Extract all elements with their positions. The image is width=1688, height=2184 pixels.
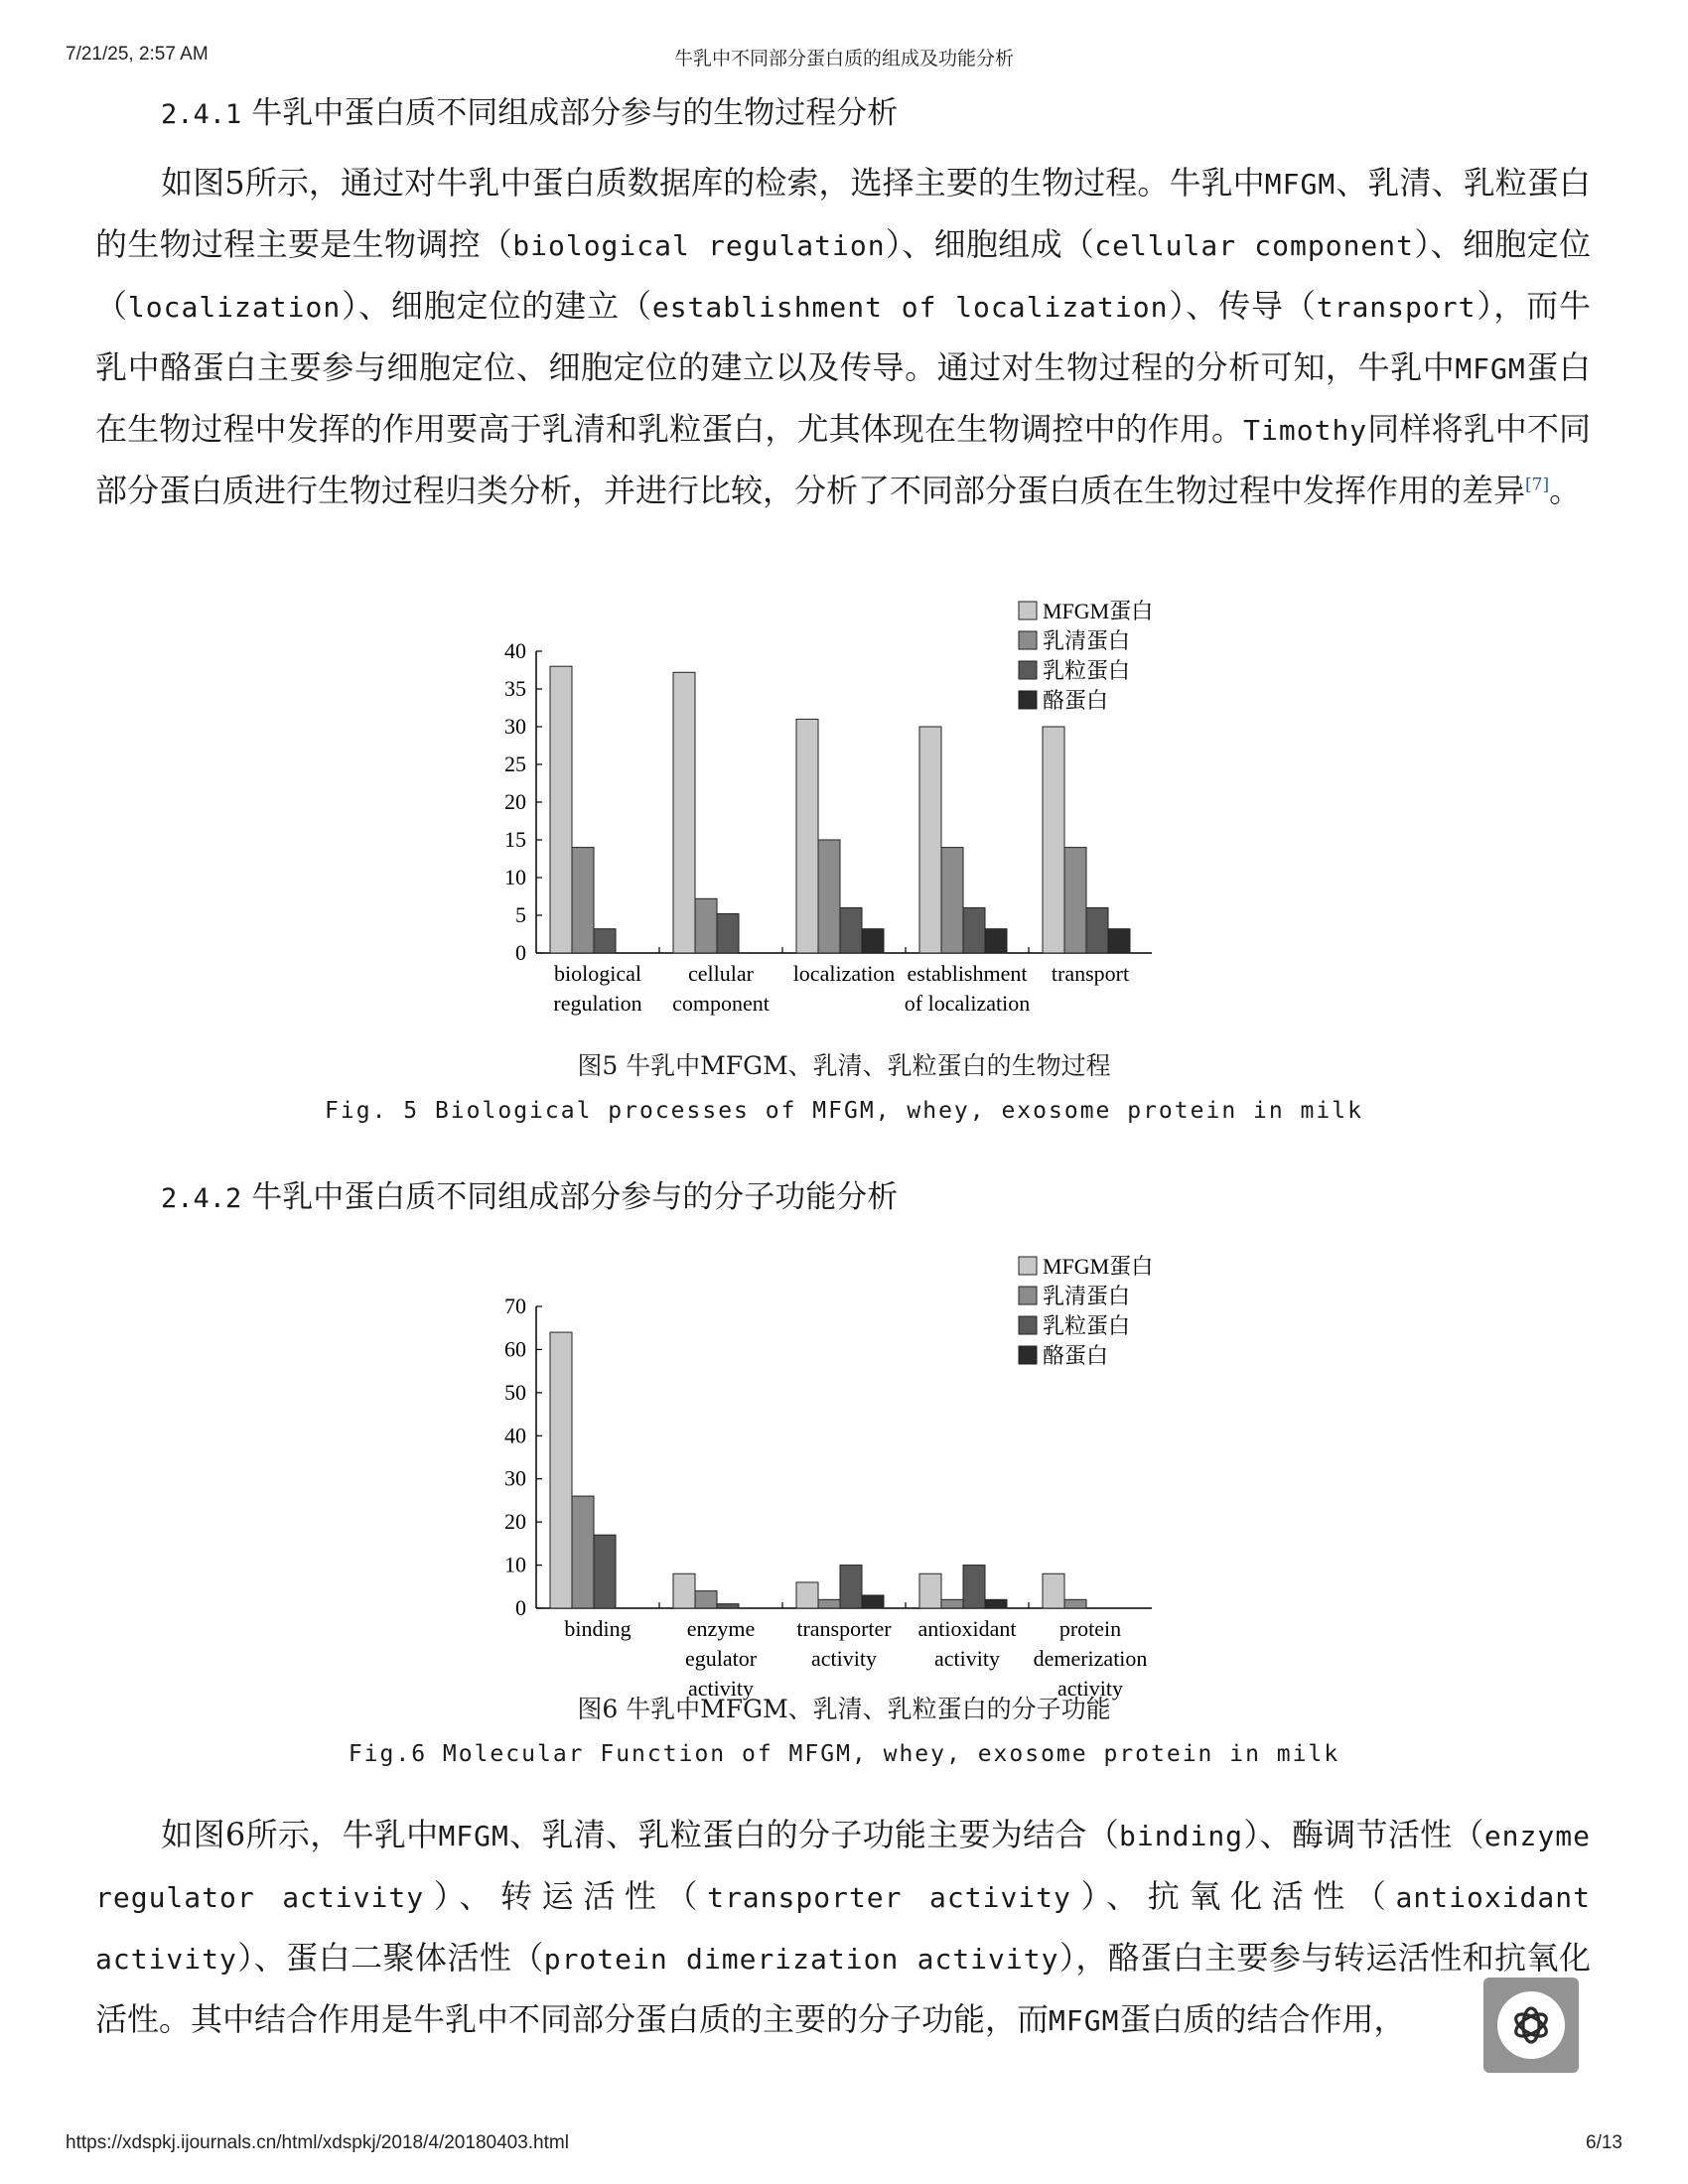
- bar: [1108, 929, 1130, 953]
- y-tick-label: 35: [504, 676, 526, 701]
- x-category-label: biological: [554, 961, 641, 986]
- text-run: ），酪蛋白主要参与转运活性和抗氧化活性。其中结合作用是牛乳中不同部分蛋白质的主要的分子功能，而: [95, 1939, 1591, 2038]
- legend-label: 乳粒蛋白: [1043, 1313, 1131, 1338]
- x-category-label: activity: [688, 1676, 754, 1701]
- bar: [796, 719, 818, 953]
- text-run: enzyme regulator activity: [95, 1820, 1591, 1914]
- y-tick-label: 30: [504, 1465, 526, 1491]
- text-run: ），而牛乳中酪蛋白主要参与细胞定位、细胞定位的建立以及传导。通过对生物过程的分析可知，牛乳中: [95, 287, 1591, 386]
- legend-label: 酪蛋白: [1043, 1343, 1109, 1368]
- legend-swatch: [1019, 1257, 1037, 1275]
- bar: [695, 1591, 717, 1608]
- y-tick-label: 10: [504, 865, 526, 889]
- bar: [941, 1599, 963, 1608]
- y-tick-label: 20: [504, 1509, 526, 1535]
- bar: [862, 1595, 884, 1608]
- bar: [1086, 907, 1108, 953]
- text-run: 同样将乳中不同部分蛋白质进行生物过程归类分析，并进行比较，分析了不同部分蛋白质在生物过程中发挥作用的差异: [95, 410, 1591, 509]
- x-category-label: regulation: [553, 991, 642, 1016]
- bar: [717, 1604, 739, 1608]
- bar: [919, 1573, 941, 1608]
- x-category-label: enzyme: [686, 1616, 756, 1641]
- text-run: Timothy: [1243, 414, 1368, 447]
- section-number: 2.4.1: [161, 99, 242, 130]
- bar: [840, 907, 862, 953]
- y-tick-label: 40: [504, 638, 526, 663]
- bar: [941, 848, 963, 953]
- bar: [673, 672, 695, 953]
- x-category-label: component: [672, 991, 770, 1016]
- print-timestamp: 7/21/25, 2:57 AM: [66, 44, 209, 65]
- text-run: ，: [1373, 2000, 1406, 2038]
- y-tick-label: 10: [504, 1552, 526, 1577]
- x-category-label: cellular: [688, 961, 754, 986]
- x-category-label: activity: [1057, 1676, 1123, 1701]
- text-run: MFGM: [1455, 352, 1526, 385]
- legend-label: 乳粒蛋白: [1043, 658, 1131, 683]
- x-category-label: egulator: [684, 1646, 758, 1671]
- x-category-label: binding: [564, 1616, 632, 1641]
- text-run: cellular component: [1094, 229, 1414, 262]
- legend-swatch: [1019, 691, 1037, 709]
- text-run: ）、传导（: [1168, 287, 1317, 325]
- bar: [1064, 848, 1086, 953]
- y-tick-label: 20: [504, 789, 526, 814]
- x-category-label: localization: [792, 961, 896, 986]
- x-category-label: protein: [1058, 1616, 1122, 1641]
- text-run: ）、细胞定位的建立（: [341, 287, 652, 325]
- bar: [963, 1566, 985, 1608]
- section-number: 2.4.2: [161, 1183, 242, 1214]
- x-category-label: antioxidant: [917, 1616, 1017, 1641]
- figure-5-bar-chart: [477, 592, 1211, 1028]
- reference-link-7[interactable]: [7]: [1525, 475, 1550, 495]
- legend-label: 乳清蛋白: [1043, 628, 1131, 653]
- text-run: localization: [127, 291, 342, 324]
- print-url: https://xdspkj.ijournals.cn/html/xdspkj/2018/4/20180403.html: [66, 2132, 569, 2153]
- text-run: MFGM: [1264, 168, 1336, 201]
- bar: [695, 898, 717, 953]
- section-heading-2-4-2: [161, 1171, 898, 1216]
- text-run: MFGM: [1049, 2004, 1120, 2037]
- y-tick-label: 0: [515, 940, 526, 965]
- assistant-floating-button[interactable]: [1483, 1978, 1579, 2073]
- bar: [840, 1566, 862, 1608]
- bar: [550, 1332, 572, 1608]
- figure-6-caption-en: Fig.6 Molecular Function of MFGM, whey, exosome protein in milk: [348, 1741, 1340, 1767]
- x-category-label: of localization: [904, 991, 1031, 1016]
- legend-label: 乳清蛋白: [1043, 1284, 1131, 1308]
- y-tick-label: 40: [504, 1423, 526, 1448]
- y-tick-label: 70: [504, 1294, 526, 1318]
- text-run: ）、蛋白二聚体活性（: [236, 1939, 544, 1977]
- text-run: ）、转运活性（: [424, 1877, 708, 1915]
- bar: [572, 1496, 594, 1608]
- bar: [796, 1582, 818, 1608]
- y-tick-label: 0: [515, 1595, 526, 1620]
- text-run: protein dimerization activity: [543, 1943, 1059, 1976]
- section-heading-2-4-1: [161, 87, 898, 132]
- text-run: biological regulation: [512, 229, 886, 262]
- text-run: 、乳清、乳粒蛋白的生物过程主要是生物调控（: [95, 164, 1591, 263]
- text-run: 。: [1549, 472, 1582, 509]
- text-run: 、乳清、乳粒蛋白的分子功能主要为结合（: [508, 1816, 1120, 1853]
- legend-label: MFGM蛋白: [1043, 1254, 1154, 1279]
- x-category-label: demerization: [1033, 1646, 1148, 1671]
- text-run: 如图5所示，通过对牛乳中蛋白质数据库的检索，选择主要的生物过程。牛乳中: [161, 164, 1265, 202]
- legend-swatch: [1019, 1316, 1037, 1334]
- legend-swatch: [1019, 1346, 1037, 1364]
- bar: [594, 929, 616, 953]
- figure-6-bar-chart: [477, 1247, 1211, 1701]
- bar: [862, 929, 884, 953]
- legend-swatch: [1019, 631, 1037, 649]
- text-run: MFGM: [438, 1820, 509, 1852]
- legend-label: 酪蛋白: [1043, 688, 1109, 713]
- assistant-logo-icon: [1497, 1991, 1565, 2059]
- text-run: ）、抗氧化活性（: [1070, 1877, 1396, 1915]
- text-run: transport: [1316, 291, 1477, 324]
- bar: [673, 1573, 695, 1608]
- bar: [550, 666, 572, 953]
- y-tick-label: 30: [504, 714, 526, 739]
- figure-5-caption-en: Fig. 5 Biological processes of MFGM, whey, exosome protein in milk: [325, 1098, 1363, 1124]
- text-run: 如图6所示，牛乳中: [161, 1816, 439, 1853]
- text-run: 蛋白在生物过程中发挥的作用要高于乳清和乳粒蛋白，尤其体现在生物调控中的作用。: [95, 348, 1591, 448]
- print-page-title: 牛乳中不同部分蛋白质的组成及功能分析: [673, 49, 1014, 69]
- x-category-label: establishment: [907, 961, 1028, 986]
- section-title: 牛乳中蛋白质不同组成部分参与的生物过程分析: [251, 95, 899, 131]
- bar: [594, 1535, 616, 1608]
- bar: [985, 1599, 1007, 1608]
- text-run: ）、细胞定位（: [95, 225, 1591, 325]
- y-tick-label: 15: [504, 827, 526, 852]
- text-run: binding: [1119, 1820, 1244, 1852]
- bar: [717, 913, 739, 953]
- text-run: establishment of localization: [651, 291, 1169, 324]
- bar: [985, 929, 1007, 953]
- bar: [1043, 1573, 1064, 1608]
- bar: [1064, 1599, 1086, 1608]
- text-run: transporter activity: [707, 1881, 1071, 1914]
- text-run: antioxidant activity: [95, 1881, 1591, 1976]
- bar: [919, 727, 941, 953]
- y-tick-label: 60: [504, 1336, 526, 1362]
- y-tick-label: 25: [504, 751, 526, 776]
- x-category-label: activity: [811, 1646, 877, 1671]
- x-category-label: activity: [934, 1646, 1000, 1671]
- y-tick-label: 5: [515, 902, 526, 927]
- legend-label: MFGM蛋白: [1043, 599, 1154, 623]
- bar: [572, 848, 594, 953]
- y-tick-label: 50: [504, 1379, 526, 1405]
- legend-swatch: [1019, 602, 1037, 619]
- x-category-label: transport: [1051, 961, 1130, 986]
- text-run: ）、细胞组成（: [885, 225, 1095, 263]
- legend-swatch: [1019, 1287, 1037, 1304]
- x-category-label: transporter: [796, 1616, 892, 1641]
- paragraph-biological-processes: [95, 153, 1591, 521]
- paragraph-molecular-function: [95, 1805, 1591, 2051]
- bar: [818, 840, 840, 953]
- bar: [818, 1599, 840, 1608]
- text-run: ）、酶调节活性（: [1243, 1816, 1484, 1853]
- legend-swatch: [1019, 661, 1037, 679]
- figure-6-caption-cn: 图6 牛乳中MFGM、乳清、乳粒蛋白的分子功能: [577, 1695, 1111, 1723]
- bar: [1043, 727, 1064, 953]
- bar: [963, 907, 985, 953]
- section-title: 牛乳中蛋白质不同组成部分参与的分子功能分析: [251, 1179, 899, 1215]
- figure-5-caption-cn: 图5 牛乳中MFGM、乳清、乳粒蛋白的生物过程: [577, 1051, 1111, 1080]
- text-run: 蛋白质的结合作用: [1119, 2000, 1374, 2038]
- print-page-number: 6/13: [1586, 2132, 1622, 2153]
